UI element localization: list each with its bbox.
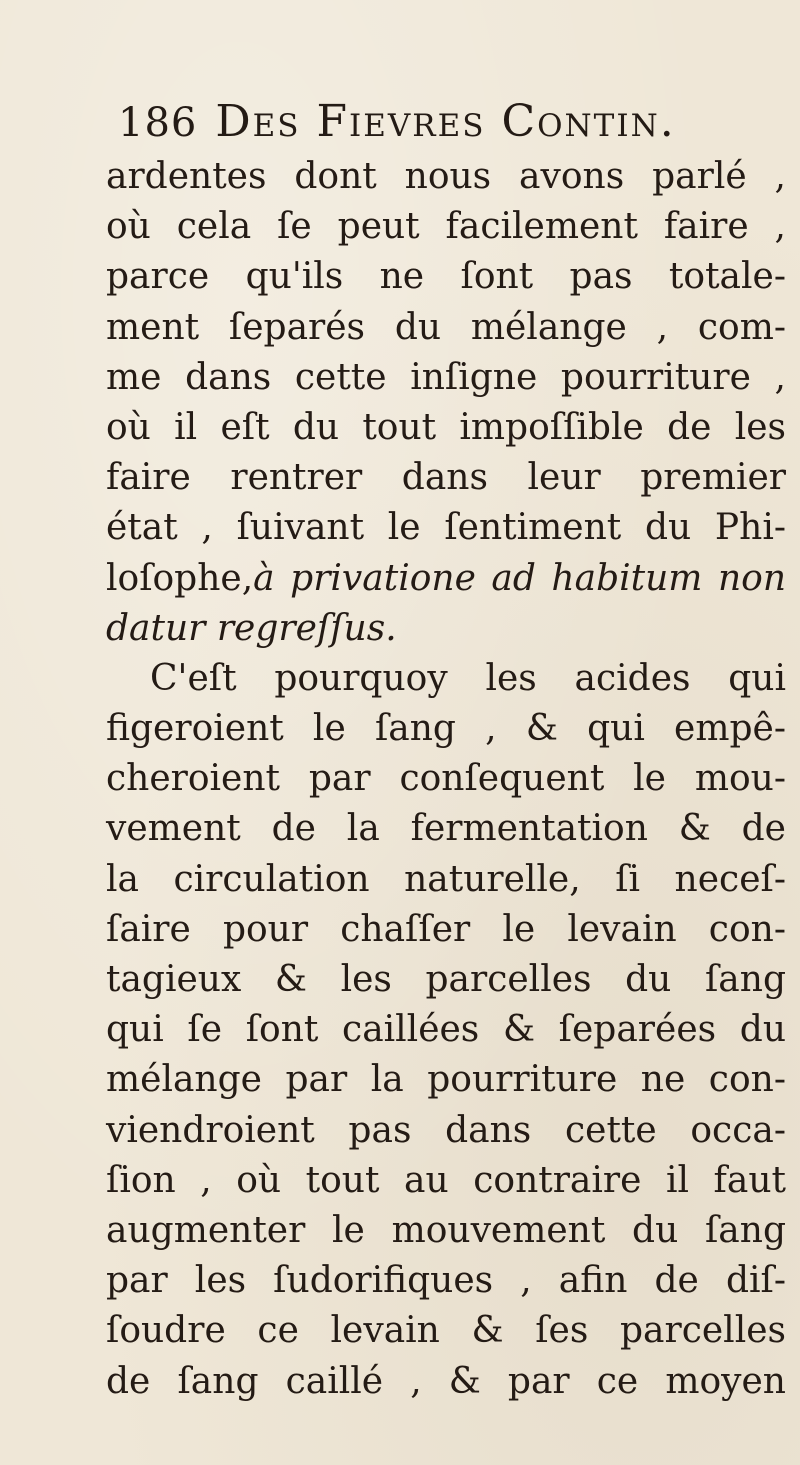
paragraph-line: la circulation naturelle, ſi neceſ- [106, 858, 786, 900]
paragraph-line: mélange par la pourriture ne con- [106, 1059, 786, 1101]
page-number: 186 [118, 100, 198, 146]
page-body [106, 152, 786, 1407]
paragraph-line: ſaire pour chaſſer le levain con- [106, 908, 786, 950]
paragraph-line: de ſang caillé , & par ce moyen [106, 1360, 786, 1402]
text-line-with-latin [106, 554, 786, 604]
paragraph-line: vement de la fermentation & de [106, 808, 786, 850]
paragraph-line: C'eſt pourquoy les acides qui [150, 657, 786, 699]
paragraph-line: augmenter le mouvement du ſang [106, 1209, 786, 1251]
text-segment: loſophe, [106, 557, 254, 599]
latin-quote-part-2: datur regreſſus. [106, 607, 397, 649]
running-title: Des Fievres Contin. [215, 96, 676, 147]
paragraph-line: cheroient par conſequent le mou- [106, 758, 786, 800]
paragraph-line: tagieux & les parcelles du ſang [106, 959, 786, 1000]
text-line: me dans cette inſigne pourriture , [106, 356, 786, 398]
paragraph-line: qui ſe ſont caillées & ſeparées du [106, 1009, 786, 1051]
latin-quote-part-1: à privatione ad habitum non [253, 557, 786, 599]
text-line: où il eſt du tout impoſſible de les [106, 406, 786, 448]
paragraph-line: par les ſudorifiques , afin de diſ- [106, 1260, 786, 1302]
page-header [118, 96, 676, 160]
text-line: ardentes dont nous avons parlé , [106, 156, 786, 197]
paragraph-line: ſoudre ce levain & ſes parcelles [106, 1310, 786, 1352]
paragraph-line: figeroient le ſang , & qui empê- [106, 708, 786, 750]
text-line: ment ſeparés du mélange , com- [106, 306, 786, 348]
text-line: état , ſuivant le ſentiment du Phi- [106, 507, 786, 549]
text-line: où cela ſe peut facilement faire , [106, 206, 786, 248]
paragraph-line: viendroient pas dans cette occa- [106, 1109, 786, 1151]
paragraph-line: ſion , où tout au contraire il faut [106, 1159, 786, 1201]
text-line: faire rentrer dans leur premier [106, 457, 786, 499]
text-line: parce qu'ils ne ſont pas totale- [106, 256, 786, 298]
